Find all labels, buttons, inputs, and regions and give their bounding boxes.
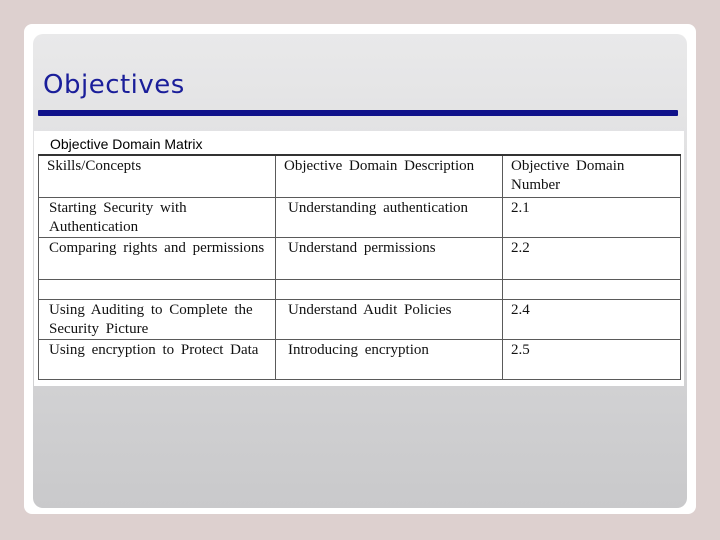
description-cell: Understand permissions [276, 238, 503, 280]
description-cell: Understanding authentication [276, 198, 503, 238]
header-domain-description: Objective Domain Description [276, 155, 503, 198]
number-cell: 2.4 [503, 300, 681, 340]
skill-cell: Using encryption to Protect Data [39, 340, 276, 380]
table-row [39, 300, 681, 340]
title-underline [38, 110, 678, 116]
skill-cell: Using Auditing to Complete the Security Picture [39, 300, 276, 340]
skill-cell: Comparing rights and permissions [39, 238, 276, 280]
number-cell: 2.5 [503, 340, 681, 380]
table-row [39, 340, 681, 380]
description-cell: Understand Audit Policies [276, 300, 503, 340]
table-row [39, 198, 681, 238]
objective-domain-matrix [38, 154, 681, 380]
table-row [39, 238, 681, 280]
number-cell: 2.2 [503, 238, 681, 280]
header-skills-concepts: Skills/Concepts [39, 155, 276, 198]
slide-title: Objectives [43, 70, 185, 100]
spacer-row [39, 280, 681, 300]
table-header-row [39, 155, 681, 198]
header-domain-number: Objective Domain Number [503, 155, 681, 198]
matrix-caption: Objective Domain Matrix [50, 136, 203, 152]
skill-cell: Starting Security with Authentication [39, 198, 276, 238]
description-cell: Introducing encryption [276, 340, 503, 380]
number-cell: 2.1 [503, 198, 681, 238]
